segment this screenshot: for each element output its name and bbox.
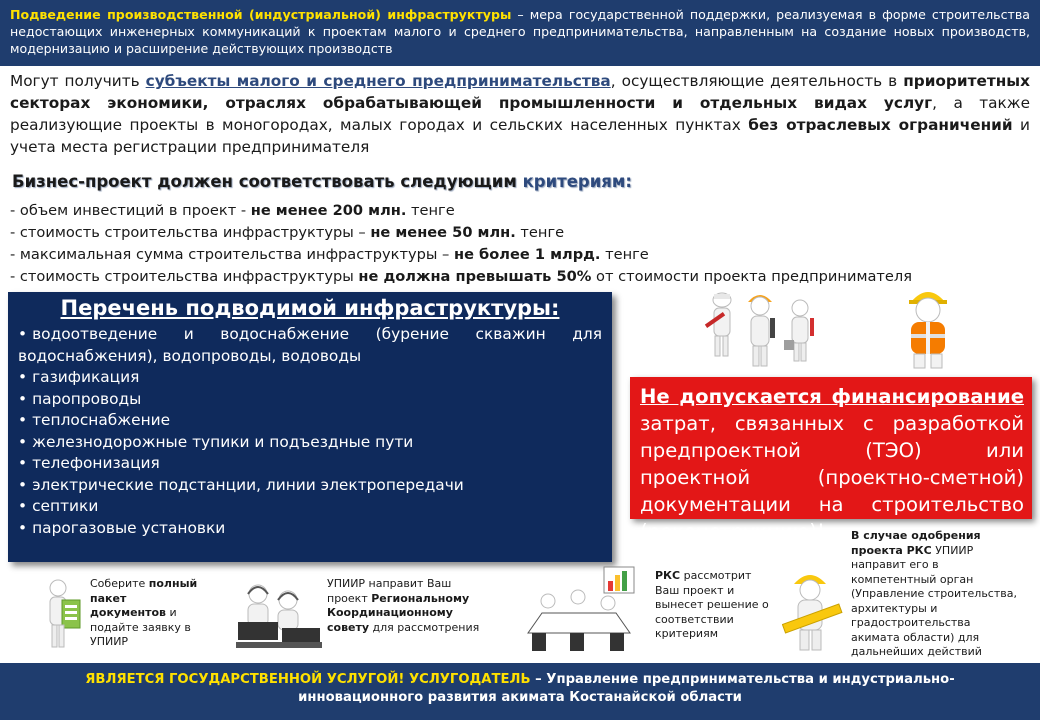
banner-title: Подведение производственной (индустриальной) инфраструктуры [10, 7, 512, 22]
criteria-title-highlight: критериям: [522, 172, 632, 191]
criteria-item: - объем инвестиций в проект - не менее 200 млн. тенге [10, 202, 455, 219]
banner-text: – мера государственной поддержки, реализуемая в форме строительства недостающих инженерных коммуникаций к проектам малого и среднего предпринимательства, направленным на создание новых производств, модернизацию и расширение действующих производств [10, 7, 1030, 56]
intro-text-2: , осуществляющие деятельность в [610, 72, 904, 90]
criteria-item: - стоимость строительства инфраструктуры не должна превышать 50% от стоимости проекта предпринимателя [10, 268, 912, 285]
workers-icon [700, 288, 840, 373]
infrastructure-item: • телефонизация [18, 454, 160, 472]
intro-sme-highlight: субъекты малого и среднего предпринимательства [145, 72, 611, 90]
infrastructure-item: • парогазовые установки [18, 518, 226, 537]
criteria-item: - максимальная сумма строительства инфраструктуры – не более 1 млрд. тенге [10, 246, 649, 263]
call-center-icon [236, 580, 322, 652]
builder-vest-icon [893, 284, 963, 370]
intro-text-4: и учета места регистрации предпринимателя [10, 116, 1030, 156]
intro-sectors-highlight: приоритетных секторах экономики, отраслях обрабатывающей промышленности и отдельных видах услуг [10, 72, 1030, 112]
step-4-text: В случае одобрения проекта РКС УПИИР направит его в компетентный орган (Управление строительства, архитектуры и градостроительства акимата области) для дальнейших действий [851, 529, 1017, 658]
intro-text-1: Могут получить [10, 72, 146, 90]
intro-no-restrictions: без отраслевых ограничений [748, 116, 1013, 134]
bottom-banner-highlight: ЯВЛЯЕТСЯ ГОСУДАРСТВЕННОЙ УСЛУГОЙ! УСЛУГОДАТЕЛЬ [85, 672, 531, 687]
warning-text: затрат, связанных с разработкой предпроектной (ТЭО) или проектной (проектно-сметной) документации на строительство (реконструкцию)! [640, 412, 1024, 543]
infrastructure-box [8, 292, 612, 562]
step-3-text: РКС рассмотрит Ваш проект и вынесет решение о соответствии критериям [655, 569, 769, 640]
warning-bold: Не допускается финансирование [640, 385, 1024, 408]
meeting-icon [512, 563, 644, 659]
step-1-text: Соберите полный пакет документов и подайте заявку в УПИИР [90, 577, 198, 648]
checklist-icon [44, 578, 84, 652]
criteria-title [12, 172, 632, 191]
bottom-banner-text: – Управление предпринимательства и индустриально-инновационного развития акимата Костанайской области [298, 672, 955, 705]
infrastructure-item: • водоотведение и водоснабжение (бурение скважин для водоснабжения), водопроводы, водоводы [18, 325, 602, 365]
infrastructure-item: • паропроводы [18, 389, 142, 408]
intro-text-3: , а также реализующие проекты в моногородах, малых городах и сельских населенных пунктах [10, 94, 1030, 134]
top-banner [0, 0, 1040, 66]
infrastructure-item: • железнодорожные тупики и подъездные пути [18, 432, 414, 451]
infrastructure-title: Перечень подводимой инфраструктуры: [60, 296, 560, 320]
builder-ruler-icon [782, 568, 844, 654]
warning-box [630, 377, 1032, 543]
bottom-banner [0, 663, 1040, 720]
step-2-text: УПИИР направит Ваш проект Региональному Координационному совету для рассмотрения [327, 577, 480, 634]
infrastructure-item: • теплоснабжение [18, 411, 171, 429]
infrastructure-item: • газификация [18, 368, 140, 386]
criteria-title-text: Бизнес-проект должен соответствовать следующим [12, 172, 523, 191]
infrastructure-item: • электрические подстанции, линии электропередачи [18, 475, 464, 494]
intro-paragraph [10, 70, 1030, 158]
criteria-item: - стоимость строительства инфраструктуры – не менее 50 млн. тенге [10, 224, 565, 241]
infrastructure-item: • септики [18, 497, 99, 515]
criteria-list [10, 200, 1030, 288]
